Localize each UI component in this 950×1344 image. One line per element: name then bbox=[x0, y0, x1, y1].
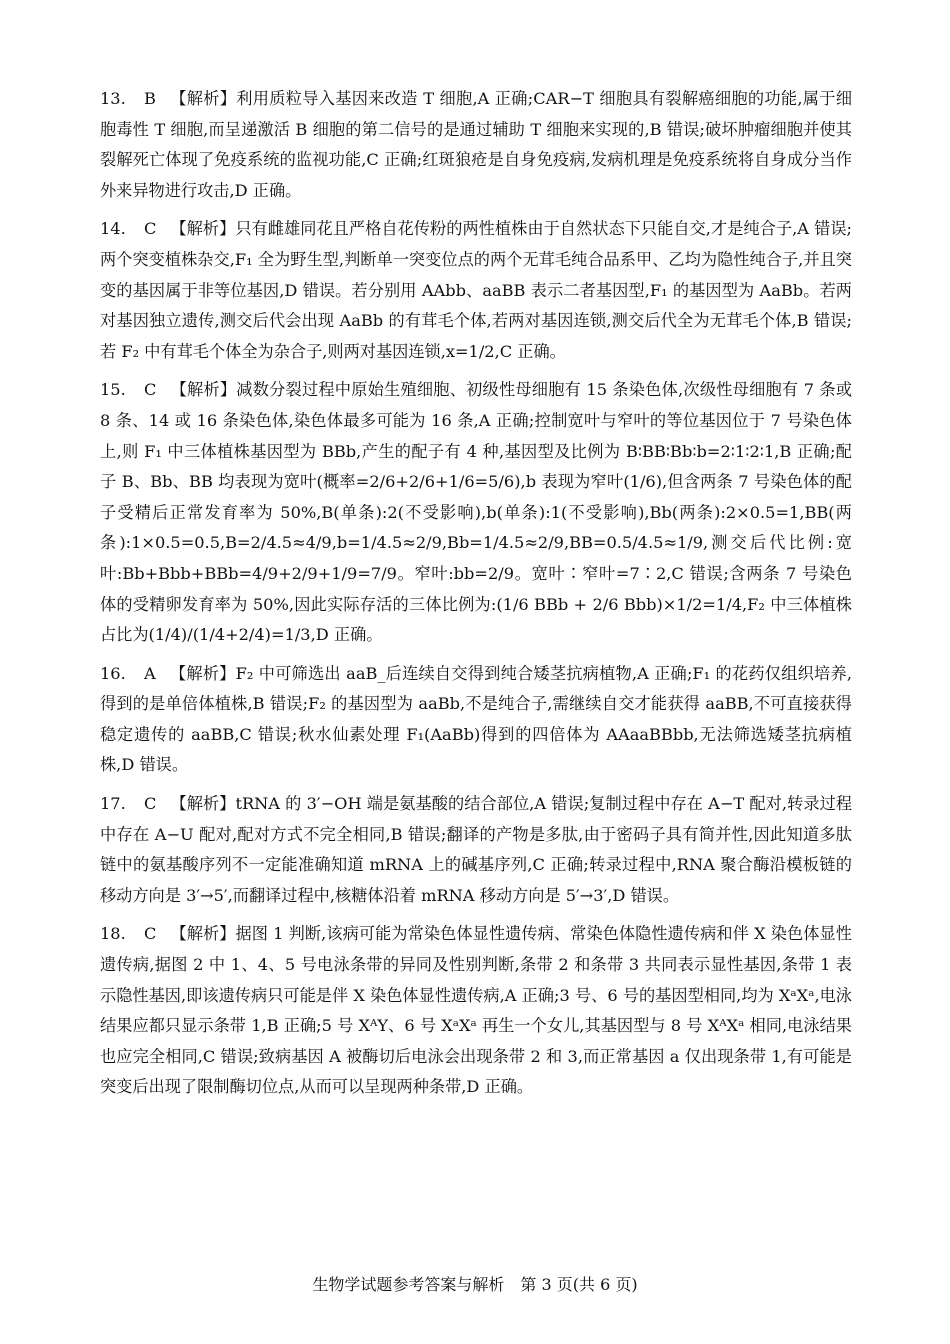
analysis-text: 减数分裂过程中原始生殖细胞、初级性母细胞有 15 条染色体,次级性母细胞有 7 条或 8 条、14 或 16 条染色体,染色体最多可能为 16 条,A 正确;控制宽叶与窄叶的等位基因位于 7 号染色体上,则 F₁ 中三体植株基因型为 BBb,产生的配子有 4 种,基因型及比例为 B∶BB∶Bb∶b=2∶1∶2∶1,B 正确;配子 B、Bb、BB 均表现为宽叶(概率=2/6+2/6+1/6=5/6),b 表现为窄叶(1/6),但含两条 7 号染色体的配子受精后正常发育率为 50%,B(单条):2(不受影响),b(单条):1(不受影响),Bb(两条):2×0.5=1,BB(两条):1×0.5=0.5,B=2/4.5≈4/9,b=1/4.5≈2/9,Bb=1/4.5≈2/9,BB=0.5/4.5≈1/9,测交后代比例:宽叶:Bb+Bbb+BBb=4/9+2/9+1/9=7/9。窄叶:bb=2/9。宽叶∶窄叶=7∶2,C 错误;含两条 7 号染色体的受精卵发育率为 50%,因此实际存活的三体比例为:(1/6 BBb + 2/6 Bbb)×1/2=1/4,F₂ 中三体植株占比为(1/4)/(1/4+2/4)=1/3,D 正确。 bbox=[100, 380, 853, 645]
answer-letter: C bbox=[144, 219, 157, 239]
analysis-tag: 【解析】 bbox=[170, 380, 237, 400]
question-number: 18. bbox=[100, 924, 126, 944]
answer-letter: B bbox=[144, 89, 156, 108]
answer-item-15 bbox=[100, 375, 852, 650]
analysis-tag: 【解析】 bbox=[169, 663, 236, 683]
answer-item-17 bbox=[100, 789, 852, 911]
analysis-tag: 【解析】 bbox=[170, 924, 236, 944]
analysis-tag: 【解析】 bbox=[169, 89, 237, 108]
answer-letter: C bbox=[144, 794, 157, 814]
answer-letter: C bbox=[144, 924, 157, 944]
answer-item-16 bbox=[100, 659, 852, 781]
answer-item-14 bbox=[100, 214, 852, 367]
answer-item-18 bbox=[100, 919, 852, 1103]
question-number: 16. bbox=[100, 663, 126, 683]
page-footer: 生物学试题参考答案与解析 第 3 页(共 6 页) bbox=[312, 1275, 638, 1294]
question-number: 14. bbox=[100, 219, 126, 239]
analysis-tag: 【解析】 bbox=[170, 219, 236, 239]
answer-letter: C bbox=[144, 380, 157, 400]
analysis-text: 据图 1 判断,该病可能为常染色体显性遗传病、常染色体隐性遗传病和伴 X 染色体显性遗传病,据图 2 中 1、4、5 号电泳条带的异同及性别判断,条带 2 和条带 3 共同表示显性基因,条带 1 表示隐性基因,即该遗传病只可能是伴 X 染色体显性遗传病,A 正确;3 号、6 号的基因型相同,均为 XᵃXᵃ,电泳结果应都只显示条带 1,B 正确;5 号 XᴬY、6 号 XᵃXᵃ 再生一个女儿,其基因型与 8 号 XᴬXᵃ 相同,电泳结果也应完全相同,C 错误;致病基因 A 被酶切后电泳会出现条带 2 和 3,而正常基因 a 仅出现条带 1,有可能是突变后出现了限制酶切位点,从而可以呈现两种条带,D 正确。 bbox=[100, 924, 852, 1097]
analysis-tag: 【解析】 bbox=[170, 794, 236, 814]
answer-item-13 bbox=[100, 84, 852, 206]
question-number: 13. bbox=[100, 89, 126, 108]
analysis-text: 利用质粒导入基因来改造 T 细胞,A 正确;CAR−T 细胞具有裂解癌细胞的功能,属于细胞毒性 T 细胞,而呈递激活 B 细胞的第二信号的是通过辅助 T 细胞来实现的,B 错误;破坏肿瘤细胞并使其裂解死亡体现了免疫系统的监视功能,C 正确;红斑狼疮是自身免疫病,发病机理是免疫系统将自身成分当作外来异物进行攻击,D 正确。 bbox=[100, 89, 853, 200]
question-number: 17. bbox=[100, 794, 126, 814]
answer-letter: A bbox=[144, 663, 156, 683]
analysis-text: F₂ 中可筛选出 aaB_后连续自交得到纯合矮茎抗病植物,A 正确;F₁ 的花药仅组织培养,得到的是单倍体植株,B 错误;F₂ 的基因型为 aaBb,不是纯合子,需继续自交才能获得 aaBB,不可直接获得稳定遗传的 aaBB,C 错误;秋水仙素处理 F₁(AaBb)得到的四倍体为 AAaaBBbb,无法筛选矮茎抗病植株,D 错误。 bbox=[100, 663, 853, 775]
analysis-text: tRNA 的 3′−OH 端是氨基酸的结合部位,A 错误;复制过程中存在 A−T 配对,转录过程中存在 A−U 配对,配对方式不完全相同,B 错误;翻译的产物是多肽,由于密码子具有简并性,因此知道多肽链中的氨基酸序列不一定能准确知道 mRNA 上的碱基序列,C 正确;转录过程中,RNA 聚合酶沿模板链的移动方向是 3′→5′,而翻译过程中,核糖体沿着 mRNA 移动方向是 5′→3′,D 错误。 bbox=[100, 794, 853, 905]
question-number: 15. bbox=[100, 380, 126, 400]
analysis-text: 只有雌雄同花且严格自花传粉的两性植株由于自然状态下只能自交,才是纯合子,A 错误;两个突变植株杂交,F₁ 全为野生型,判断单一突变位点的两个无茸毛纯合品系甲、乙均为隐性纯合子,并且突变的基因属于非等位基因,D 错误。若分别用 AAbb、aaBB 表示二者基因型,F₁ 的基因型为 AaBb。若两对基因独立遗传,测交后代会出现 AaBb 的有茸毛个体,若两对基因连锁,测交后代全为无茸毛个体,B 错误;若 F₂ 中有茸毛个体全为杂合子,则两对基因连锁,x=1/2,C 正确。 bbox=[100, 219, 853, 361]
